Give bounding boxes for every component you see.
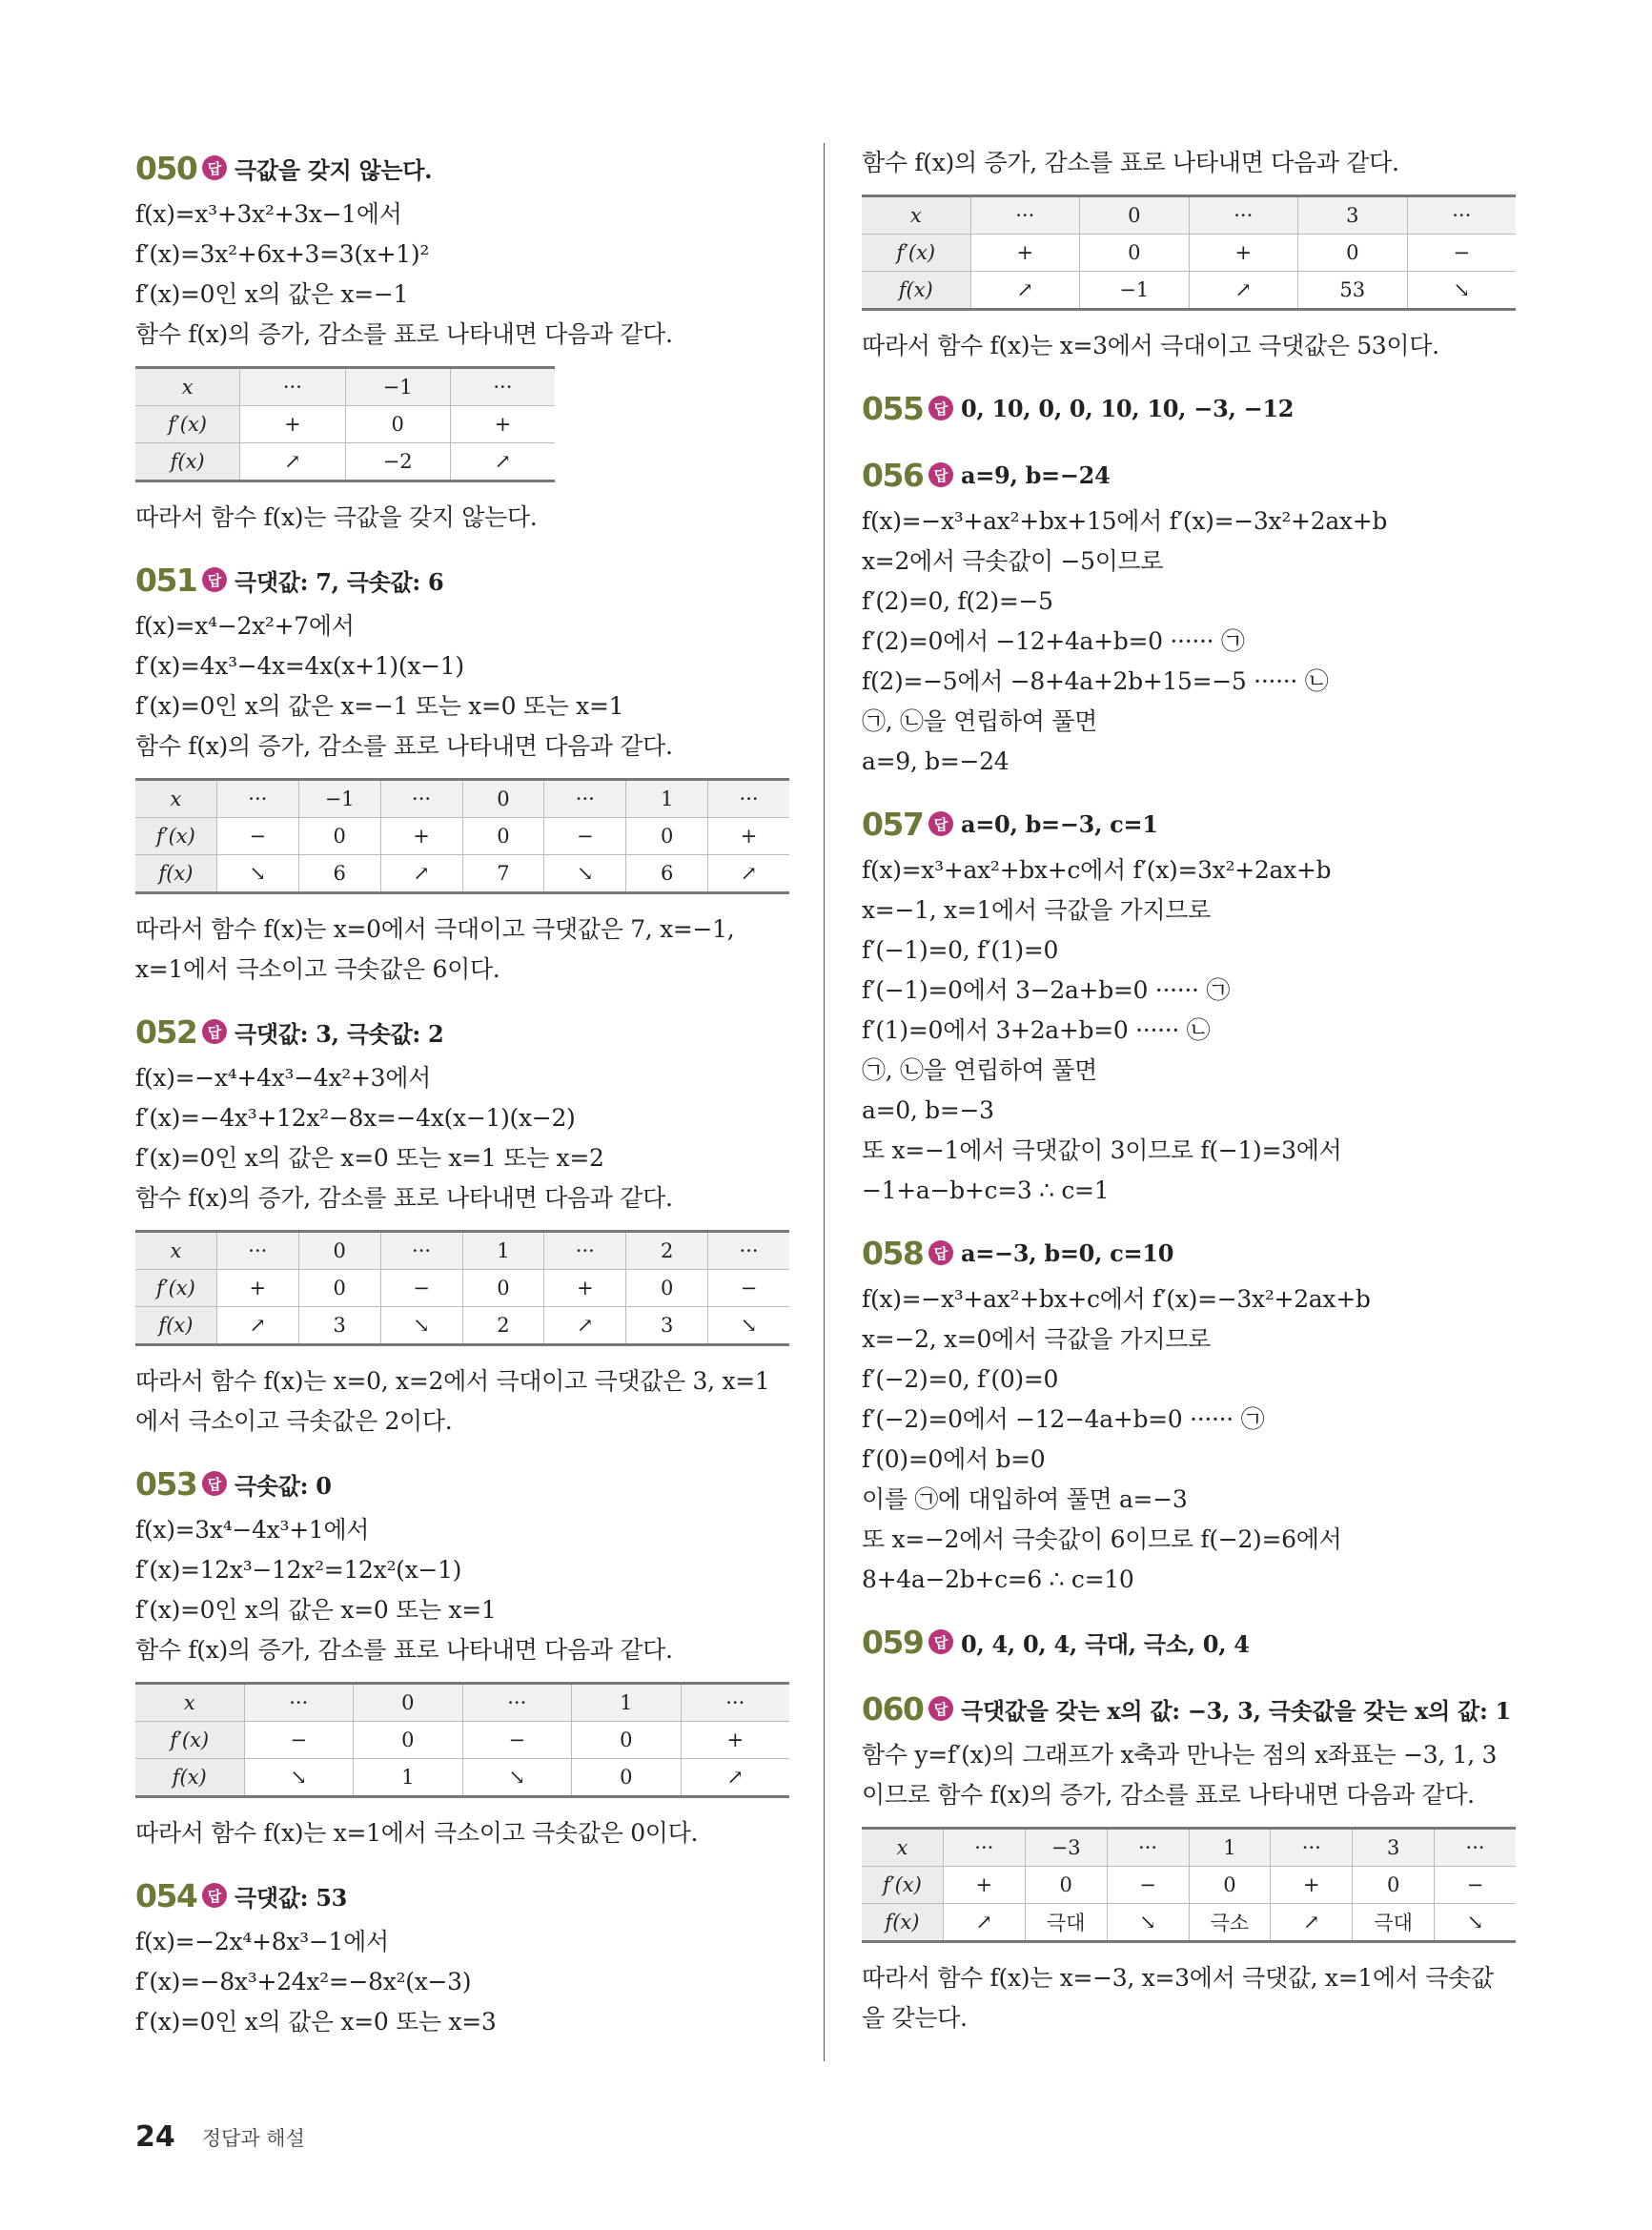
table-row	[135, 817, 789, 854]
solution-line: ㉠, ㉡을 연립하여 풀면	[862, 707, 1097, 735]
answer-text: 0, 10, 0, 0, 10, 10, −3, −12	[961, 394, 1295, 422]
solution-line: 따라서 함수 f(x)는 극값을 갖지 않는다.	[135, 503, 538, 531]
table-cell: +	[970, 235, 1080, 271]
table-cell: −	[462, 1722, 572, 1758]
table-cell: ↗	[450, 443, 555, 480]
sign-table	[135, 366, 555, 482]
table-cell: ···	[380, 1233, 462, 1269]
table-cell: −1	[298, 781, 380, 817]
answer-badge-icon: 답	[928, 396, 953, 420]
table-row-label: f(x)	[862, 1904, 943, 1940]
answer-text: 극솟값: 0	[235, 1471, 332, 1500]
table-cell: ↘	[1407, 272, 1517, 308]
table-cell: −	[244, 1722, 354, 1758]
problem-header	[862, 799, 1516, 849]
table-cell: ···	[1189, 197, 1298, 234]
sign-table	[862, 1827, 1516, 1943]
problem-header	[135, 555, 789, 604]
solution-line: f′(−1)=0에서 3−2a+b=0 ······ ㉠	[862, 976, 1231, 1004]
column-divider	[824, 143, 825, 2061]
table-cell: ↗	[543, 1307, 625, 1343]
solution-line: 8+4a−2b+c=6 ∴ c=10	[862, 1565, 1134, 1593]
table-cell: 2	[625, 1233, 707, 1269]
table-cell: 0	[353, 1685, 462, 1721]
table-cell: 0	[571, 1759, 681, 1795]
solution-line: 함수 y=f′(x)의 그래프가 x축과 만나는 점의 x좌표는 −3, 1, 3	[862, 1741, 1498, 1769]
table-cell: ↗	[380, 855, 462, 891]
table-cell: 0	[1025, 1867, 1107, 1903]
problem-number: 052	[135, 1013, 197, 1051]
solution-line: x=−2, x=0에서 극값을 가지므로	[862, 1325, 1211, 1353]
table-row-label: x	[135, 369, 239, 405]
table-cell: −	[543, 818, 625, 854]
table-cell: 0	[625, 818, 707, 854]
table-row-label: x	[135, 1685, 244, 1721]
table-row	[862, 1903, 1516, 1940]
table-row	[135, 442, 555, 480]
answer-text: 극댓값: 53	[235, 1883, 348, 1912]
solution-line: f′(x)=0인 x의 값은 x=0 또는 x=1	[135, 1596, 497, 1624]
solution-line: f′(0)=0에서 b=0	[862, 1445, 1046, 1473]
table-cell: ↘	[1107, 1904, 1189, 1940]
table-cell: 1	[462, 1233, 544, 1269]
sign-table	[862, 194, 1516, 311]
table-cell: −1	[1079, 272, 1189, 308]
table-cell: −	[1434, 1867, 1516, 1903]
table-row-label: f(x)	[135, 1759, 244, 1795]
table-cell: 0	[1352, 1867, 1434, 1903]
table-cell: 0	[298, 1270, 380, 1306]
solution-line: x=2에서 극솟값이 −5이므로	[862, 547, 1164, 575]
solution-line: 함수 f(x)의 증가, 감소를 표로 나타내면 다음과 같다.	[862, 149, 1399, 176]
table-cell: +	[239, 406, 344, 442]
problem-number: 054	[135, 1876, 197, 1914]
solution-line: x=−1, x=1에서 극값을 가지므로	[862, 896, 1211, 924]
table-row	[135, 405, 555, 442]
table-cell: ↗	[1270, 1904, 1352, 1940]
table-cell: −	[1407, 235, 1517, 271]
table-cell: 6	[298, 855, 380, 891]
table-cell: ↗	[681, 1759, 790, 1795]
solution-line: x=1에서 극소이고 극솟값은 6이다.	[135, 955, 500, 983]
table-cell: ···	[462, 1685, 572, 1721]
table-row-label: f′(x)	[862, 235, 970, 271]
solution-line: 이를 ㉠에 대입하여 풀면 a=−3	[862, 1485, 1188, 1513]
table-cell: 극대	[1352, 1904, 1434, 1940]
table-cell: 1	[353, 1759, 462, 1795]
table-cell: ···	[943, 1830, 1025, 1866]
answer-badge-icon: 답	[202, 1883, 227, 1908]
table-row-label: f′(x)	[135, 818, 216, 854]
solution-line: f(x)=−x³+ax²+bx+c에서 f′(x)=−3x²+2ax+b	[862, 1285, 1371, 1313]
solution-line: 을 갖는다.	[862, 2004, 968, 2032]
problem-header	[135, 1007, 789, 1056]
solution-line: f(x)=x³+ax²+bx+c에서 f′(x)=3x²+2ax+b	[862, 856, 1332, 884]
answer-text: a=0, b=−3, c=1	[961, 809, 1158, 838]
table-cell: ···	[970, 197, 1080, 234]
problem-header	[862, 450, 1516, 500]
table-row-label: f′(x)	[135, 406, 239, 442]
page-number: 24	[135, 2120, 175, 2154]
solution-line: 따라서 함수 f(x)는 x=0, x=2에서 극대이고 극댓값은 3, x=1	[135, 1367, 770, 1395]
problem-header	[135, 143, 789, 193]
table-row	[135, 854, 789, 891]
table-row	[135, 1233, 789, 1269]
answer-badge-icon: 답	[928, 1629, 953, 1654]
solution-line: f′(x)=3x²+6x+3=3(x+1)²	[135, 240, 430, 268]
table-cell: 7	[462, 855, 544, 891]
solution-line: f′(x)=−8x³+24x²=−8x²(x−3)	[135, 1968, 472, 1995]
answer-text: a=−3, b=0, c=10	[961, 1238, 1174, 1267]
solution-line: f(x)=x³+3x²+3x−1에서	[135, 200, 402, 228]
table-row-label: f(x)	[135, 1307, 216, 1343]
problem-number: 050	[135, 149, 197, 187]
table-cell: 0	[462, 818, 544, 854]
solution-line: f(x)=x⁴−2x²+7에서	[135, 612, 355, 640]
table-cell: −1	[345, 369, 450, 405]
solution-line: f(x)=−x⁴+4x³−4x²+3에서	[135, 1064, 431, 1092]
problem-header	[135, 1871, 789, 1920]
table-cell: ···	[707, 781, 789, 817]
answer-badge-icon: 답	[928, 811, 953, 836]
answer-text: a=9, b=−24	[961, 460, 1111, 489]
table-row-label: f(x)	[135, 443, 239, 480]
solution-line: f′(x)=0인 x의 값은 x=−1	[135, 280, 409, 308]
table-cell: +	[707, 818, 789, 854]
table-cell: ···	[1434, 1830, 1516, 1866]
problem-header	[862, 1684, 1516, 1733]
table-cell: −	[1107, 1867, 1189, 1903]
solution-line: 또 x=−2에서 극솟값이 6이므로 f(−2)=6에서	[862, 1525, 1342, 1553]
footer-label: 정답과 해설	[201, 2126, 305, 2150]
table-cell: 극소	[1189, 1904, 1271, 1940]
table-row	[135, 1758, 789, 1795]
table-cell: −	[707, 1270, 789, 1306]
solution-line: −1+a−b+c=3 ∴ c=1	[862, 1176, 1110, 1204]
solution-line: f(x)=−2x⁴+8x³−1에서	[135, 1928, 389, 1955]
table-cell: 0	[1079, 235, 1189, 271]
solution-line: f(x)=−x³+ax²+bx+15에서 f′(x)=−3x²+2ax+b	[862, 507, 1388, 535]
solution-line: f′(x)=0인 x의 값은 x=−1 또는 x=0 또는 x=1	[135, 692, 624, 720]
table-cell: 0	[462, 781, 544, 817]
problem-header	[862, 383, 1516, 433]
table-cell: 0	[625, 1270, 707, 1306]
table-cell: ···	[450, 369, 555, 405]
table-row	[135, 1685, 789, 1721]
problem-number: 060	[862, 1689, 924, 1728]
table-cell: ···	[216, 781, 298, 817]
solution-line: 함수 f(x)의 증가, 감소를 표로 나타내면 다음과 같다.	[135, 320, 673, 348]
table-cell: −3	[1025, 1830, 1107, 1866]
solution-line: 따라서 함수 f(x)는 x=3에서 극대이고 극댓값은 53이다.	[862, 332, 1439, 359]
table-row	[135, 369, 555, 405]
table-cell: ↗	[943, 1904, 1025, 1940]
table-row-label: x	[135, 781, 216, 817]
problem-number: 055	[862, 389, 924, 427]
table-cell: 1	[571, 1685, 681, 1721]
table-row-label: x	[135, 1233, 216, 1269]
table-cell: 6	[625, 855, 707, 891]
table-cell: ···	[1270, 1830, 1352, 1866]
table-row	[862, 1866, 1516, 1903]
table-cell: ···	[239, 369, 344, 405]
table-cell: 0	[345, 406, 450, 442]
table-cell: +	[450, 406, 555, 442]
solution-line: f′(x)=12x³−12x²=12x²(x−1)	[135, 1556, 462, 1584]
answer-badge-icon: 답	[202, 567, 227, 592]
table-cell: 0	[462, 1270, 544, 1306]
right-column	[862, 143, 1516, 2038]
solution-line: 이므로 함수 f(x)의 증가, 감소를 표로 나타내면 다음과 같다.	[862, 1781, 1475, 1809]
table-row	[135, 1269, 789, 1306]
table-cell: 3	[625, 1307, 707, 1343]
solution-line: f′(−2)=0, f′(0)=0	[862, 1365, 1059, 1393]
table-cell: ↗	[707, 855, 789, 891]
table-row-label: f′(x)	[862, 1867, 943, 1903]
table-cell: ↘	[216, 855, 298, 891]
table-cell: ···	[1107, 1830, 1189, 1866]
table-row-label: f′(x)	[135, 1270, 216, 1306]
table-row	[135, 781, 789, 817]
table-cell: ↘	[244, 1759, 354, 1795]
answer-badge-icon: 답	[928, 1696, 953, 1721]
table-row-label: x	[862, 1830, 943, 1866]
solution-line: 따라서 함수 f(x)는 x=−3, x=3에서 극댓값, x=1에서 극솟값	[862, 1964, 1494, 1992]
table-cell: ↗	[970, 272, 1080, 308]
problem-header	[135, 1459, 789, 1508]
table-row-label: f(x)	[862, 272, 970, 308]
table-cell: ↘	[1434, 1904, 1516, 1940]
solution-line: f′(x)=4x³−4x=4x(x+1)(x−1)	[135, 652, 464, 680]
solution-line: 에서 극소이고 극솟값은 2이다.	[135, 1407, 453, 1435]
solution-line: f′(x)=−4x³+12x²−8x=−4x(x−1)(x−2)	[135, 1104, 576, 1132]
table-cell: 0	[298, 818, 380, 854]
answer-badge-icon: 답	[202, 1019, 227, 1044]
answer-text: 0, 4, 0, 4, 극대, 극소, 0, 4	[961, 1629, 1250, 1658]
table-cell: 0	[353, 1722, 462, 1758]
answer-text: 극댓값: 3, 극솟값: 2	[235, 1019, 444, 1048]
solution-line: 따라서 함수 f(x)는 x=1에서 극소이고 극솟값은 0이다.	[135, 1819, 699, 1847]
table-cell: +	[216, 1270, 298, 1306]
table-cell: 1	[625, 781, 707, 817]
solution-line: a=9, b=−24	[862, 747, 1010, 775]
table-row	[862, 197, 1516, 234]
table-cell: 0	[1189, 1867, 1271, 1903]
table-cell: ↗	[239, 443, 344, 480]
problem-number: 059	[862, 1623, 924, 1661]
answer-badge-icon: 답	[202, 1471, 227, 1496]
answer-text: 극댓값: 7, 극솟값: 6	[235, 567, 444, 596]
table-cell: +	[681, 1722, 790, 1758]
table-cell: +	[380, 818, 462, 854]
problem-number: 051	[135, 561, 197, 599]
sign-table	[135, 778, 789, 894]
table-cell: +	[543, 1270, 625, 1306]
table-row-label: f(x)	[135, 855, 216, 891]
solution-line: 함수 f(x)의 증가, 감소를 표로 나타내면 다음과 같다.	[135, 732, 673, 760]
answer-text: 극댓값을 갖는 x의 값: −3, 3, 극솟값을 갖는 x의 값: 1	[961, 1696, 1511, 1725]
problem-number: 053	[135, 1464, 197, 1503]
left-column	[135, 143, 789, 2042]
table-cell: 0	[571, 1722, 681, 1758]
table-cell: +	[1189, 235, 1298, 271]
solution-line: f′(x)=0인 x의 값은 x=0 또는 x=1 또는 x=2	[135, 1144, 604, 1172]
table-cell: 0	[1297, 235, 1407, 271]
page-footer	[135, 2120, 305, 2154]
table-cell: ···	[244, 1685, 354, 1721]
table-cell: −	[216, 818, 298, 854]
solution-line: f′(2)=0, f(2)=−5	[862, 587, 1053, 615]
table-cell: 3	[1352, 1830, 1434, 1866]
table-cell: ···	[543, 1233, 625, 1269]
table-row	[862, 1830, 1516, 1866]
table-cell: ↗	[216, 1307, 298, 1343]
table-cell: ↘	[543, 855, 625, 891]
table-row-label: x	[862, 197, 970, 234]
table-cell: −2	[345, 443, 450, 480]
solution-line: f′(x)=0인 x의 값은 x=0 또는 x=3	[135, 2008, 497, 2036]
table-cell: 2	[462, 1307, 544, 1343]
table-cell: 0	[298, 1233, 380, 1269]
table-cell: 극대	[1025, 1904, 1107, 1940]
sign-table	[135, 1230, 789, 1346]
problem-number: 057	[862, 805, 924, 843]
solution-line: 함수 f(x)의 증가, 감소를 표로 나타내면 다음과 같다.	[135, 1636, 673, 1664]
table-cell: ···	[216, 1233, 298, 1269]
table-cell: +	[1270, 1867, 1352, 1903]
table-row	[862, 234, 1516, 271]
table-cell: 3	[1297, 197, 1407, 234]
problem-header	[862, 1228, 1516, 1278]
table-cell: ↗	[1189, 272, 1298, 308]
solution-line: a=0, b=−3	[862, 1096, 994, 1124]
table-cell: ↘	[380, 1307, 462, 1343]
problem-number: 056	[862, 456, 924, 494]
solution-line: f′(1)=0에서 3+2a+b=0 ······ ㉡	[862, 1016, 1211, 1044]
solution-line: f(2)=−5에서 −8+4a+2b+15=−5 ······ ㉡	[862, 667, 1329, 695]
solution-line: 함수 f(x)의 증가, 감소를 표로 나타내면 다음과 같다.	[135, 1184, 673, 1212]
table-cell: ···	[681, 1685, 790, 1721]
table-cell: ↘	[707, 1307, 789, 1343]
problem-number: 058	[862, 1234, 924, 1272]
table-cell: ···	[380, 781, 462, 817]
table-cell: 53	[1297, 272, 1407, 308]
solution-line: 따라서 함수 f(x)는 x=0에서 극대이고 극댓값은 7, x=−1,	[135, 915, 735, 943]
table-cell: −	[380, 1270, 462, 1306]
answer-badge-icon: 답	[928, 1240, 953, 1265]
answer-text: 극값을 갖지 않는다.	[235, 155, 433, 184]
table-row	[862, 271, 1516, 308]
table-cell: 1	[1189, 1830, 1271, 1866]
sign-table	[135, 1682, 789, 1798]
table-row-label: f′(x)	[135, 1722, 244, 1758]
table-cell: ···	[543, 781, 625, 817]
table-row	[135, 1306, 789, 1343]
solution-line: f′(−1)=0, f′(1)=0	[862, 936, 1059, 964]
solution-line: 또 x=−1에서 극댓값이 3이므로 f(−1)=3에서	[862, 1136, 1342, 1164]
table-cell: ···	[1407, 197, 1517, 234]
table-cell: +	[943, 1867, 1025, 1903]
solution-line: f′(2)=0에서 −12+4a+b=0 ······ ㉠	[862, 627, 1245, 655]
table-cell: ↘	[462, 1759, 572, 1795]
solution-line: f(x)=3x⁴−4x³+1에서	[135, 1516, 370, 1544]
table-cell: 0	[1079, 197, 1189, 234]
table-cell: ···	[707, 1233, 789, 1269]
answer-badge-icon: 답	[202, 155, 227, 180]
solution-line: ㉠, ㉡을 연립하여 풀면	[862, 1056, 1097, 1084]
answer-badge-icon: 답	[928, 462, 953, 487]
table-row	[135, 1721, 789, 1758]
table-cell: 3	[298, 1307, 380, 1343]
solution-line: f′(−2)=0에서 −12−4a+b=0 ······ ㉠	[862, 1405, 1265, 1433]
problem-header	[862, 1617, 1516, 1667]
